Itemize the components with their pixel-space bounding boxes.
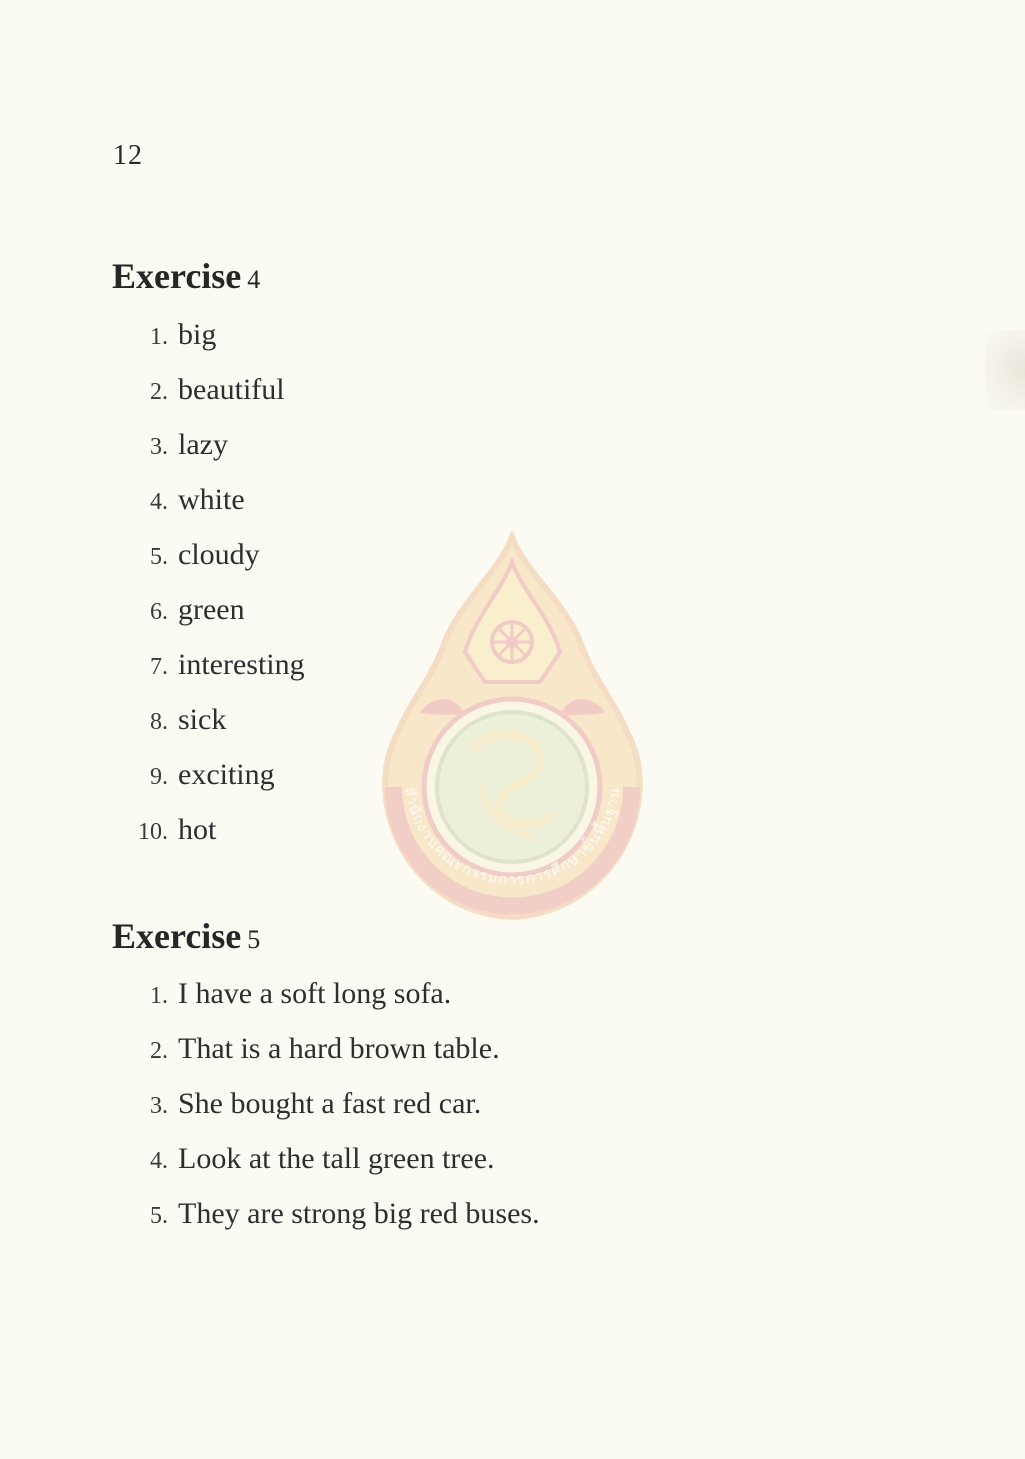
item-text: white [178, 483, 245, 516]
list-item [110, 582, 305, 637]
list-item [110, 966, 540, 1021]
item-number: 1. [150, 983, 168, 1009]
item-number: 3. [150, 1093, 168, 1119]
list-item [110, 747, 305, 802]
list-item [110, 307, 305, 362]
list-item [110, 1021, 540, 1076]
exercise-4-answer-list [110, 307, 305, 857]
exercise-5-title: Exercise [112, 916, 242, 956]
exercise-4-title: Exercise [112, 256, 242, 296]
item-number: 5. [150, 1203, 168, 1229]
list-item [110, 1186, 540, 1241]
list-item [110, 417, 305, 472]
item-number: 7. [150, 654, 168, 680]
item-text: sick [178, 703, 227, 736]
item-text: green [178, 593, 245, 626]
item-text: They are strong big red buses. [178, 1197, 540, 1230]
item-text: interesting [178, 648, 305, 681]
list-item [110, 1131, 540, 1186]
list-item [110, 472, 305, 527]
item-text: That is a hard brown table. [178, 1032, 500, 1065]
item-number: 2. [150, 1038, 168, 1064]
list-item [110, 637, 305, 692]
item-text: lazy [178, 428, 228, 461]
item-number: 3. [150, 434, 168, 460]
item-text: She bought a fast red car. [178, 1087, 482, 1120]
list-item [110, 527, 305, 582]
item-number: 2. [150, 379, 168, 405]
exercise-5-number: 5 [247, 925, 261, 954]
item-number: 5. [150, 544, 168, 570]
item-text: cloudy [178, 538, 260, 571]
page-stain [985, 330, 1025, 410]
item-text: hot [178, 813, 217, 846]
item-text: beautiful [178, 373, 285, 406]
list-item [110, 802, 305, 857]
page-number: 12 [113, 140, 143, 171]
exercise-4-number: 4 [247, 265, 261, 294]
obec-seal-watermark-icon [365, 532, 660, 922]
list-item [110, 692, 305, 747]
exercise-5-answer-list [110, 966, 540, 1241]
item-text: I have a soft long sofa. [178, 977, 452, 1010]
list-item [110, 362, 305, 417]
item-text: Look at the tall green tree. [178, 1142, 495, 1175]
item-number: 4. [150, 1148, 168, 1174]
seal-text-path: สำนักงานคณะกรรมการการศึกษาขั้นพื้นฐาน [400, 785, 625, 889]
exercise-5-heading [112, 915, 260, 957]
exercise-4-heading [112, 255, 260, 297]
item-text: big [178, 318, 217, 351]
item-number: 4. [150, 489, 168, 515]
item-number: 1. [150, 324, 168, 350]
item-number: 10. [138, 819, 168, 845]
item-number: 8. [150, 709, 168, 735]
list-item [110, 1076, 540, 1131]
item-number: 6. [150, 599, 168, 625]
item-number: 9. [150, 764, 168, 790]
show-through-text [350, 250, 360, 297]
item-text: exciting [178, 758, 275, 791]
